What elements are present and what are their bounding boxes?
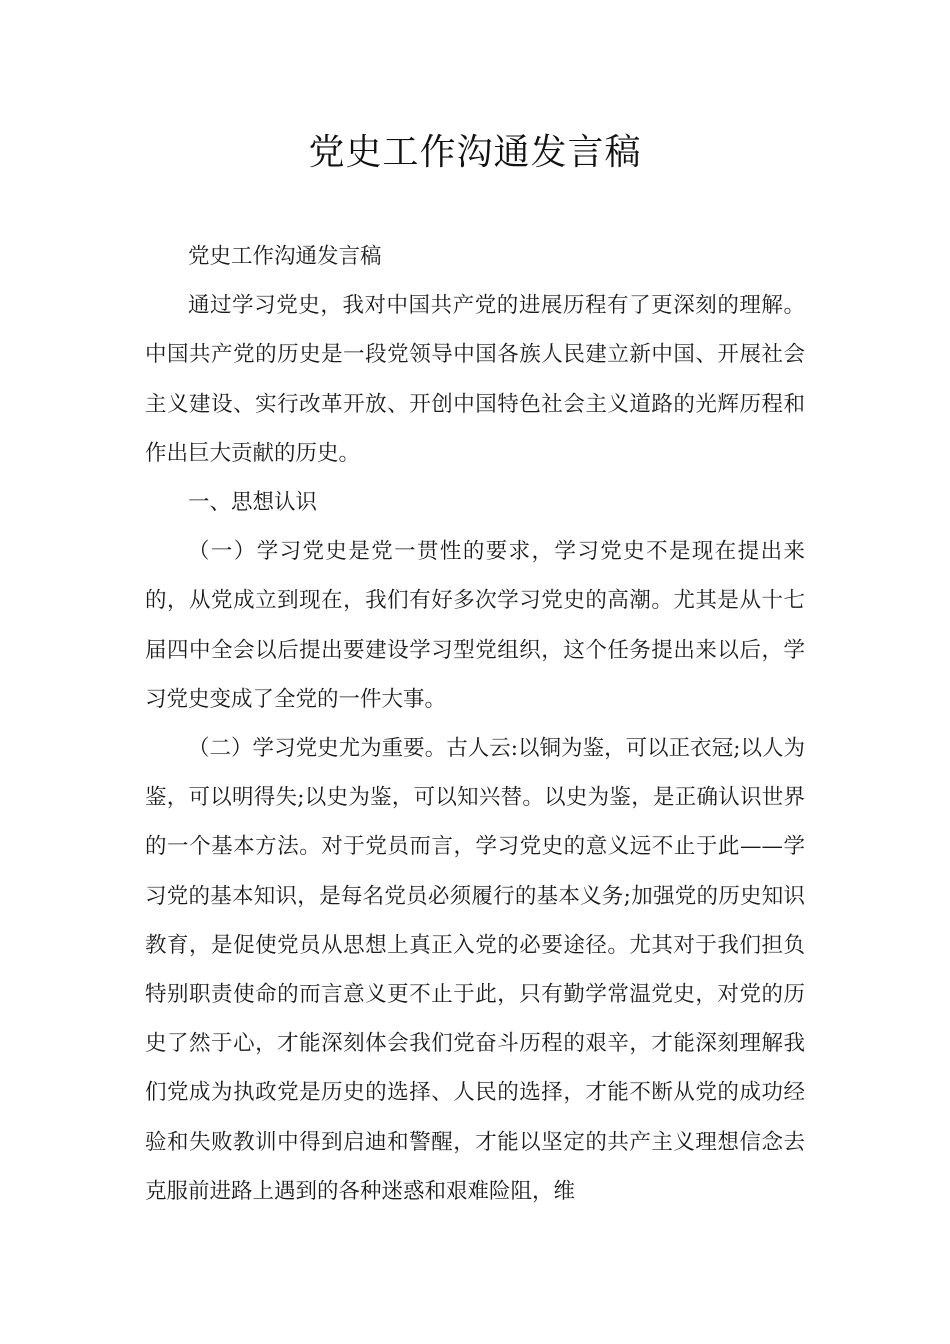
document-title: 党史工作沟通发言稿 — [308, 132, 642, 173]
paragraph-point-2: （二）学习党史尤为重要。古人云:以铜为鉴，可以正衣冠;以人为鉴，可以明得失;以史为鉴，可以知兴替。以史为鉴，是正确认识世界的一个基本方法。对于党员而言，学习党史的意义远不止于此——学习党的基本知识，是每名党员必须履行的基本义务;加强党的历史知识教育，是促使党员从思想上真正入党的必要途径。尤其对于我们担负特别职责使命的而言意义更不止于此，只有勤学常温党史，对党的历史了然于心，才能深刻体会我们党奋斗历程的艰辛，才能深刻理解我们党成为执政党是历史的选择、人民的选择，才能不断从党的成功经验和失败教训中得到启迪和警醒，才能以坚定的共产主义理想信念去克服前进路上遇到的各种迷惑和艰难险阻，维 — [145, 736, 805, 1204]
paragraph-point-1: （一）学习党史是党一贯性的要求，学习党史不是现在提出来的，从党成立到现在，我们有好多次学习党史的高潮。尤其是从十七届四中全会以后提出要建设学习型党组织，这个任务提出来以后，学习党史变成了全党的一件大事。 — [145, 539, 805, 712]
document-body — [145, 232, 805, 1216]
section-heading: 一、思想认识 — [188, 490, 318, 516]
paragraph-subtitle: 党史工作沟通发言稿 — [188, 244, 382, 269]
paragraph-intro: 通过学习党史，我对中国共产党的进展历程有了更深刻的理解。中国共产党的历史是一段党领导中国各族人民建立新中国、开展社会主义建设、实行改革开放、开创中国特色社会主义道路的光辉历程和作出巨大贡献的历史。 — [145, 293, 805, 466]
